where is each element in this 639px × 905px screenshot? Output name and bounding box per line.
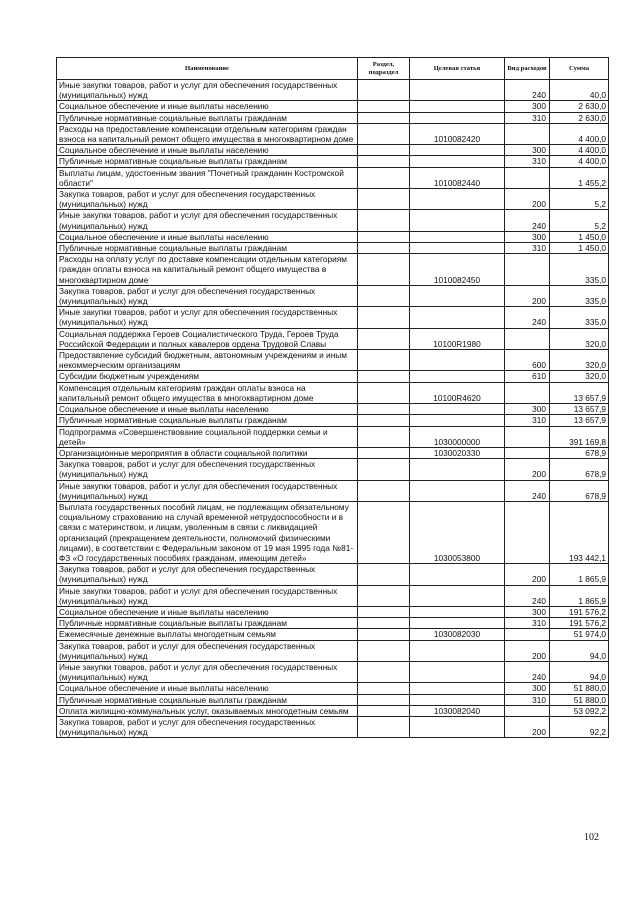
row-section-cell xyxy=(358,145,410,156)
row-section-cell xyxy=(358,371,410,382)
row-kind-cell: 310 xyxy=(505,618,550,629)
row-sum-cell: 51 974,0 xyxy=(550,629,609,640)
row-section-cell xyxy=(358,285,410,306)
row-kind-cell: 200 xyxy=(505,640,550,661)
row-section-cell xyxy=(358,404,410,415)
row-kind-cell: 600 xyxy=(505,350,550,371)
row-kind-cell xyxy=(505,167,550,188)
row-target-cell xyxy=(410,307,505,328)
header-section: Раздел, подраздел xyxy=(358,58,410,80)
page-number: 102 xyxy=(584,832,599,843)
row-kind-cell: 240 xyxy=(505,585,550,606)
table-row xyxy=(57,285,609,306)
row-kind-cell xyxy=(505,426,550,447)
row-section-cell xyxy=(358,564,410,585)
row-kind-cell: 310 xyxy=(505,156,550,167)
row-name-cell: Публичные нормативные социальные выплаты гражданам xyxy=(57,618,358,629)
row-kind-cell xyxy=(505,629,550,640)
row-name-cell: Социальная поддержка Героев Социалистического Труда, Героев Труда Российской Федерации и полных кавалеров ордена Трудовой Славы xyxy=(57,328,358,349)
row-target-cell: 1030082040 xyxy=(410,705,505,716)
table-row xyxy=(57,501,609,563)
row-section-cell xyxy=(358,694,410,705)
row-sum-cell: 335,0 xyxy=(550,307,609,328)
row-sum-cell: 2 630,0 xyxy=(550,101,609,112)
row-sum-cell: 94,0 xyxy=(550,640,609,661)
row-target-cell: 1030053800 xyxy=(410,501,505,563)
row-section-cell xyxy=(358,167,410,188)
row-target-cell xyxy=(410,716,505,737)
row-name-cell: Предоставление субсидий бюджетным, автономным учреждениям и иным некоммерческим организациям xyxy=(57,350,358,371)
row-name-cell: Субсидии бюджетным учреждениям xyxy=(57,371,358,382)
row-sum-cell: 191 576,2 xyxy=(550,606,609,617)
row-target-cell xyxy=(410,350,505,371)
row-kind-cell: 300 xyxy=(505,145,550,156)
row-section-cell xyxy=(358,80,410,101)
table-row xyxy=(57,705,609,716)
row-target-cell xyxy=(410,112,505,123)
row-kind-cell: 240 xyxy=(505,480,550,501)
budget-table-page xyxy=(56,57,608,738)
table-row xyxy=(57,661,609,682)
row-sum-cell: 5,2 xyxy=(550,189,609,210)
row-sum-cell: 4 400,0 xyxy=(550,145,609,156)
row-name-cell: Социальное обеспечение и иные выплаты населению xyxy=(57,404,358,415)
row-section-cell xyxy=(358,123,410,144)
row-kind-cell: 610 xyxy=(505,371,550,382)
row-name-cell: Иные закупки товаров, работ и услуг для обеспечения государственных (муниципальных) нужд xyxy=(57,661,358,682)
row-kind-cell: 200 xyxy=(505,189,550,210)
row-name-cell: Организационные мероприятия в области социальной политики xyxy=(57,447,358,458)
table-row xyxy=(57,426,609,447)
table-row xyxy=(57,640,609,661)
table-row xyxy=(57,618,609,629)
header-target: Целевая статья xyxy=(410,58,505,80)
header-sum: Сумма xyxy=(550,58,609,80)
table-row xyxy=(57,415,609,426)
row-name-cell: Выплаты лицам, удостоенным звания "Почетный гражданин Костромской области" xyxy=(57,167,358,188)
table-row xyxy=(57,585,609,606)
row-sum-cell: 13 657,9 xyxy=(550,415,609,426)
row-kind-cell: 300 xyxy=(505,231,550,242)
row-name-cell: Публичные нормативные социальные выплаты гражданам xyxy=(57,243,358,254)
row-section-cell xyxy=(358,629,410,640)
row-name-cell: Подпрограмма «Совершенствование социальной поддержки семьи и детей» xyxy=(57,426,358,447)
row-target-cell xyxy=(410,404,505,415)
row-name-cell: Социальное обеспечение и иные выплаты населению xyxy=(57,231,358,242)
row-section-cell xyxy=(358,705,410,716)
row-sum-cell: 1 865,9 xyxy=(550,585,609,606)
row-name-cell: Социальное обеспечение и иные выплаты населению xyxy=(57,606,358,617)
table-row xyxy=(57,683,609,694)
row-kind-cell: 240 xyxy=(505,210,550,231)
table-row xyxy=(57,307,609,328)
row-sum-cell: 51 880,0 xyxy=(550,694,609,705)
row-name-cell: Иные закупки товаров, работ и услуг для обеспечения государственных (муниципальных) нужд xyxy=(57,585,358,606)
row-target-cell xyxy=(410,80,505,101)
row-section-cell xyxy=(358,254,410,286)
row-name-cell: Иные закупки товаров, работ и услуг для обеспечения государственных (муниципальных) нужд xyxy=(57,210,358,231)
row-name-cell: Закупка товаров, работ и услуг для обеспечения государственных (муниципальных) нужд xyxy=(57,564,358,585)
row-name-cell: Социальное обеспечение и иные выплаты населению xyxy=(57,683,358,694)
row-sum-cell: 193 442,1 xyxy=(550,501,609,563)
row-kind-cell xyxy=(505,705,550,716)
row-section-cell xyxy=(358,640,410,661)
row-target-cell xyxy=(410,480,505,501)
row-name-cell: Закупка товаров, работ и услуг для обеспечения государственных (муниципальных) нужд xyxy=(57,716,358,737)
row-target-cell: 1010082440 xyxy=(410,167,505,188)
row-section-cell xyxy=(358,101,410,112)
row-name-cell: Социальное обеспечение и иные выплаты населению xyxy=(57,145,358,156)
row-name-cell: Публичные нормативные социальные выплаты гражданам xyxy=(57,694,358,705)
row-sum-cell: 4 400,0 xyxy=(550,156,609,167)
row-kind-cell: 200 xyxy=(505,459,550,480)
row-section-cell xyxy=(358,606,410,617)
row-kind-cell: 300 xyxy=(505,404,550,415)
row-section-cell xyxy=(358,585,410,606)
row-sum-cell: 1 450,0 xyxy=(550,231,609,242)
row-sum-cell: 53 092,2 xyxy=(550,705,609,716)
table-row xyxy=(57,101,609,112)
row-name-cell: Публичные нормативные социальные выплаты гражданам xyxy=(57,415,358,426)
table-row xyxy=(57,167,609,188)
row-sum-cell: 191 576,2 xyxy=(550,618,609,629)
row-name-cell: Иные закупки товаров, работ и услуг для обеспечения государственных (муниципальных) нужд xyxy=(57,307,358,328)
row-kind-cell xyxy=(505,123,550,144)
row-sum-cell: 92,2 xyxy=(550,716,609,737)
row-target-cell: 1030000000 xyxy=(410,426,505,447)
header-kind: Вид расходов xyxy=(505,58,550,80)
row-section-cell xyxy=(358,350,410,371)
row-sum-cell: 678,9 xyxy=(550,447,609,458)
row-sum-cell: 13 657,9 xyxy=(550,404,609,415)
table-row xyxy=(57,480,609,501)
row-section-cell xyxy=(358,501,410,563)
budget-table xyxy=(56,57,609,738)
table-row xyxy=(57,694,609,705)
row-target-cell xyxy=(410,231,505,242)
row-section-cell xyxy=(358,210,410,231)
row-kind-cell: 310 xyxy=(505,694,550,705)
table-row xyxy=(57,371,609,382)
row-kind-cell xyxy=(505,382,550,403)
row-kind-cell: 240 xyxy=(505,307,550,328)
row-section-cell xyxy=(358,415,410,426)
row-name-cell: Иные закупки товаров, работ и услуг для обеспечения государственных (муниципальных) нужд xyxy=(57,80,358,101)
row-kind-cell: 240 xyxy=(505,661,550,682)
row-target-cell xyxy=(410,210,505,231)
row-section-cell xyxy=(358,661,410,682)
row-target-cell: 1010082420 xyxy=(410,123,505,144)
row-sum-cell: 1 865,9 xyxy=(550,564,609,585)
row-sum-cell: 51 880,0 xyxy=(550,683,609,694)
row-kind-cell: 200 xyxy=(505,716,550,737)
table-row xyxy=(57,447,609,458)
table-row xyxy=(57,112,609,123)
row-sum-cell: 13 657,9 xyxy=(550,382,609,403)
row-name-cell: Социальное обеспечение и иные выплаты населению xyxy=(57,101,358,112)
row-target-cell: 1010082450 xyxy=(410,254,505,286)
row-target-cell xyxy=(410,564,505,585)
row-target-cell: 1030020330 xyxy=(410,447,505,458)
row-kind-cell: 200 xyxy=(505,285,550,306)
row-section-cell xyxy=(358,243,410,254)
table-row xyxy=(57,629,609,640)
row-sum-cell: 40,0 xyxy=(550,80,609,101)
row-kind-cell xyxy=(505,447,550,458)
row-section-cell xyxy=(358,189,410,210)
row-target-cell xyxy=(410,415,505,426)
table-row xyxy=(57,350,609,371)
table-row xyxy=(57,254,609,286)
table-row xyxy=(57,243,609,254)
row-kind-cell xyxy=(505,254,550,286)
row-section-cell xyxy=(358,231,410,242)
row-sum-cell: 5,2 xyxy=(550,210,609,231)
row-kind-cell: 310 xyxy=(505,243,550,254)
row-name-cell: Закупка товаров, работ и услуг для обеспечения государственных (муниципальных) нужд xyxy=(57,459,358,480)
table-row xyxy=(57,328,609,349)
row-target-cell xyxy=(410,371,505,382)
row-section-cell xyxy=(358,382,410,403)
row-name-cell: Оплата жилищно-коммунальных услуг, оказываемых многодетным семьям xyxy=(57,705,358,716)
row-sum-cell: 320,0 xyxy=(550,328,609,349)
row-section-cell xyxy=(358,156,410,167)
row-target-cell: 10100R1980 xyxy=(410,328,505,349)
row-name-cell: Закупка товаров, работ и услуг для обеспечения государственных (муниципальных) нужд xyxy=(57,189,358,210)
row-sum-cell: 335,0 xyxy=(550,254,609,286)
table-body xyxy=(57,80,609,738)
row-kind-cell xyxy=(505,501,550,563)
row-section-cell xyxy=(358,618,410,629)
row-target-cell xyxy=(410,585,505,606)
row-target-cell xyxy=(410,156,505,167)
row-kind-cell xyxy=(505,328,550,349)
row-target-cell xyxy=(410,606,505,617)
row-sum-cell: 678,9 xyxy=(550,459,609,480)
row-sum-cell: 4 400,0 xyxy=(550,123,609,144)
row-section-cell xyxy=(358,112,410,123)
table-row xyxy=(57,189,609,210)
row-name-cell: Иные закупки товаров, работ и услуг для обеспечения государственных (муниципальных) нужд xyxy=(57,480,358,501)
row-target-cell: 1030082030 xyxy=(410,629,505,640)
row-target-cell xyxy=(410,640,505,661)
row-name-cell: Публичные нормативные социальные выплаты гражданам xyxy=(57,156,358,167)
row-kind-cell: 300 xyxy=(505,606,550,617)
row-target-cell xyxy=(410,285,505,306)
row-name-cell: Компенсация отдельным категориям граждан оплаты взноса на капитальный ремонт общего имущества в многоквартирном доме xyxy=(57,382,358,403)
row-target-cell xyxy=(410,459,505,480)
table-row xyxy=(57,231,609,242)
row-sum-cell: 2 630,0 xyxy=(550,112,609,123)
row-name-cell: Расходы на предоставление компенсации отдельным категориям граждан взноса на капитальный ремонт общего имущества в многоквартирном доме xyxy=(57,123,358,144)
table-row xyxy=(57,156,609,167)
row-name-cell: Выплата государственных пособий лицам, не подлежащим обязательному социальному страхованию на случай временной нетрудоспособности и в связи с материнством, и лицам, уволенным в связи с ликвидацией организаций (прекращением деятельности, полномочий физическими лицами), в соответствии с Федеральным законом от 19 мая 1995 года №81-ФЗ «О государственных пособиях гражданам, имеющим детей» xyxy=(57,501,358,563)
row-target-cell xyxy=(410,145,505,156)
row-name-cell: Закупка товаров, работ и услуг для обеспечения государственных (муниципальных) нужд xyxy=(57,285,358,306)
table-row xyxy=(57,404,609,415)
table-row xyxy=(57,80,609,101)
row-sum-cell: 1 450,0 xyxy=(550,243,609,254)
row-name-cell: Ежемесячные денежные выплаты многодетным семьям xyxy=(57,629,358,640)
row-section-cell xyxy=(358,447,410,458)
row-target-cell xyxy=(410,243,505,254)
row-sum-cell: 335,0 xyxy=(550,285,609,306)
table-row xyxy=(57,145,609,156)
row-target-cell xyxy=(410,683,505,694)
row-target-cell xyxy=(410,618,505,629)
row-sum-cell: 320,0 xyxy=(550,350,609,371)
row-sum-cell: 1 455,2 xyxy=(550,167,609,188)
row-section-cell xyxy=(358,716,410,737)
header-name: Наименование xyxy=(57,58,358,80)
table-row xyxy=(57,606,609,617)
row-sum-cell: 94,0 xyxy=(550,661,609,682)
row-target-cell xyxy=(410,661,505,682)
table-row xyxy=(57,123,609,144)
row-section-cell xyxy=(358,459,410,480)
table-row xyxy=(57,459,609,480)
row-section-cell xyxy=(358,480,410,501)
row-section-cell xyxy=(358,683,410,694)
row-target-cell xyxy=(410,189,505,210)
table-row xyxy=(57,564,609,585)
table-row xyxy=(57,382,609,403)
row-name-cell: Расходы на оплату услуг по доставке компенсации отдельным категориям граждан оплаты взноса на капитальный ремонт общего имущества в многоквартирном доме xyxy=(57,254,358,286)
row-sum-cell: 391 169,8 xyxy=(550,426,609,447)
row-name-cell: Публичные нормативные социальные выплаты гражданам xyxy=(57,112,358,123)
row-target-cell: 10100R4620 xyxy=(410,382,505,403)
row-kind-cell: 200 xyxy=(505,564,550,585)
row-kind-cell: 310 xyxy=(505,112,550,123)
row-sum-cell: 678,9 xyxy=(550,480,609,501)
row-kind-cell: 240 xyxy=(505,80,550,101)
row-kind-cell: 300 xyxy=(505,683,550,694)
row-section-cell xyxy=(358,307,410,328)
row-sum-cell: 320,0 xyxy=(550,371,609,382)
row-section-cell xyxy=(358,328,410,349)
table-row xyxy=(57,716,609,737)
row-target-cell xyxy=(410,101,505,112)
row-section-cell xyxy=(358,426,410,447)
row-kind-cell: 300 xyxy=(505,101,550,112)
table-header-row xyxy=(57,58,609,80)
table-row xyxy=(57,210,609,231)
row-target-cell xyxy=(410,694,505,705)
row-kind-cell: 310 xyxy=(505,415,550,426)
row-name-cell: Закупка товаров, работ и услуг для обеспечения государственных (муниципальных) нужд xyxy=(57,640,358,661)
